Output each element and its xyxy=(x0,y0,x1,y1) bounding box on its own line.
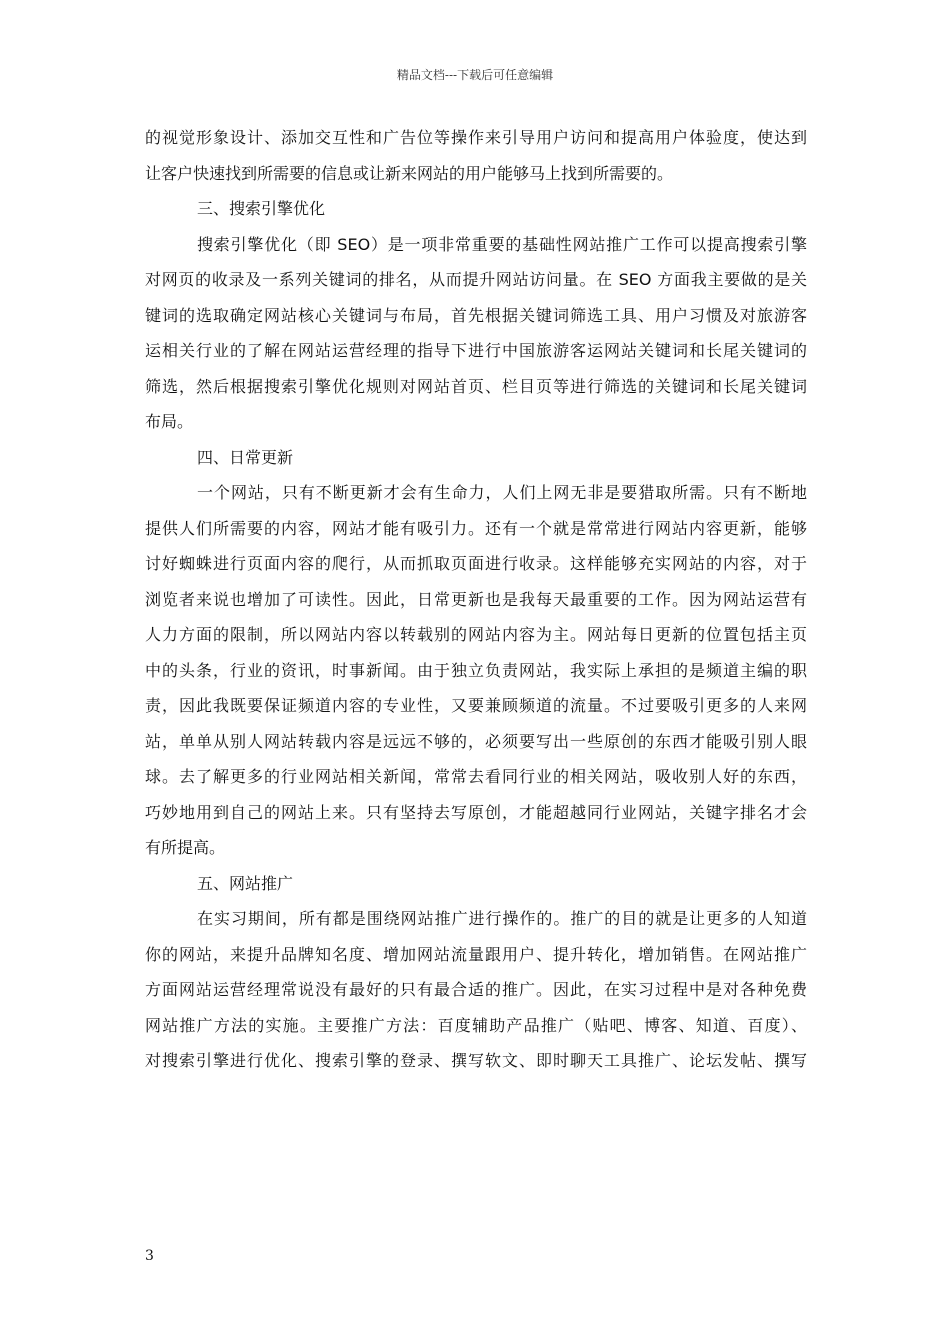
body-line: 你的网站，来提升品牌知名度、增加网站流量跟用户、提升转化，增加销售。在网站推广 xyxy=(145,944,807,964)
body-line: 责，因此我既要保证频道内容的专业性，又要兼顾频道的流量。不过要吸引更多的人来网 xyxy=(145,696,807,715)
paragraph-first-line: 在实习期间，所有都是围绕网站推广进行操作的。推广的目的就是让更多的人知道 xyxy=(197,909,807,928)
body-line: 让客户快速找到所需要的信息或让新来网站的用户能够马上找到所需要的。 xyxy=(145,163,674,183)
body-line: 巧妙地用到自己的网站上来。只有坚持去写原创，才能超越同行业网站，关键字排名才会 xyxy=(145,802,807,822)
body-line: 球。去了解更多的行业网站相关新闻，常常去看同行业的相关网站，吸收别人好的东西， xyxy=(145,767,807,786)
body-line: 的视觉形象设计、添加交互性和广告位等操作来引导用户访问和提高用户体验度，使达到 xyxy=(145,128,807,147)
body-line: 对网页的收录及一系列关键词的排名，从而提升网站访问量。在 SEO 方面我主要做的是关 xyxy=(145,270,807,289)
body-line: 站，单单从别人网站转载内容是远远不够的，必须要写出一些原创的东西才能吸引别人眼 xyxy=(145,731,807,751)
body-line: 讨好蜘蛛进行页面内容的爬行，从而抓取页面进行收录。这样能够充实网站的内容，对于 xyxy=(145,554,807,573)
page-number: 3 xyxy=(145,1248,154,1264)
body-line: 键词的选取确定网站核心关键词与布局，首先根据关键词筛选工具、用户习惯及对旅游客 xyxy=(145,305,807,325)
paragraph-first-line: 搜索引擎优化（即 SEO）是一项非常重要的基础性网站推广工作可以提高搜索引擎 xyxy=(197,234,807,254)
body-line: 浏览者来说也增加了可读性。因此，日常更新也是我每天最重要的工作。因为网站运营有 xyxy=(145,589,807,609)
body-line: 有所提高。 xyxy=(145,838,226,857)
paragraph-first-line: 一个网站，只有不断更新才会有生命力，人们上网无非是要猎取所需。只有不断地 xyxy=(197,483,807,502)
body-line: 对搜索引擎进行优化、搜索引擎的登录、撰写软文、即时聊天工具推广、论坛发帖、撰写 xyxy=(145,1051,807,1070)
body-line: 方面网站运营经理常说没有最好的只有最合适的推广。因此，在实习过程中是对各种免费 xyxy=(145,980,807,999)
body-line: 运相关行业的了解在网站运营经理的指导下进行中国旅游客运网站关键词和长尾关键词的 xyxy=(145,341,807,360)
section-heading: 五、网站推广 xyxy=(197,873,294,893)
body-line: 网站推广方法的实施。主要推广方法：百度辅助产品推广（贴吧、博客、知道、百度）、 xyxy=(145,1015,807,1035)
page-header: 精品文档---下载后可任意编辑 xyxy=(396,68,554,82)
body-line: 布局。 xyxy=(145,412,194,431)
section-heading: 四、日常更新 xyxy=(197,447,294,467)
document-body xyxy=(145,120,807,1079)
body-line: 提供人们所需要的内容，网站才能有吸引力。还有一个就是常常进行网站内容更新，能够 xyxy=(145,518,807,538)
body-line: 中的头条，行业的资讯，时事新闻。由于独立负责网站，我实际上承担的是频道主编的职 xyxy=(145,660,807,680)
body-line: 筛选，然后根据搜索引擎优化规则对网站首页、栏目页等进行筛选的关键词和长尾关键词 xyxy=(145,376,807,396)
section-heading: 三、搜索引擎优化 xyxy=(197,199,326,218)
body-line: 人力方面的限制，所以网站内容以转载别的网站内容为主。网站每日更新的位置包括主页 xyxy=(145,625,807,644)
